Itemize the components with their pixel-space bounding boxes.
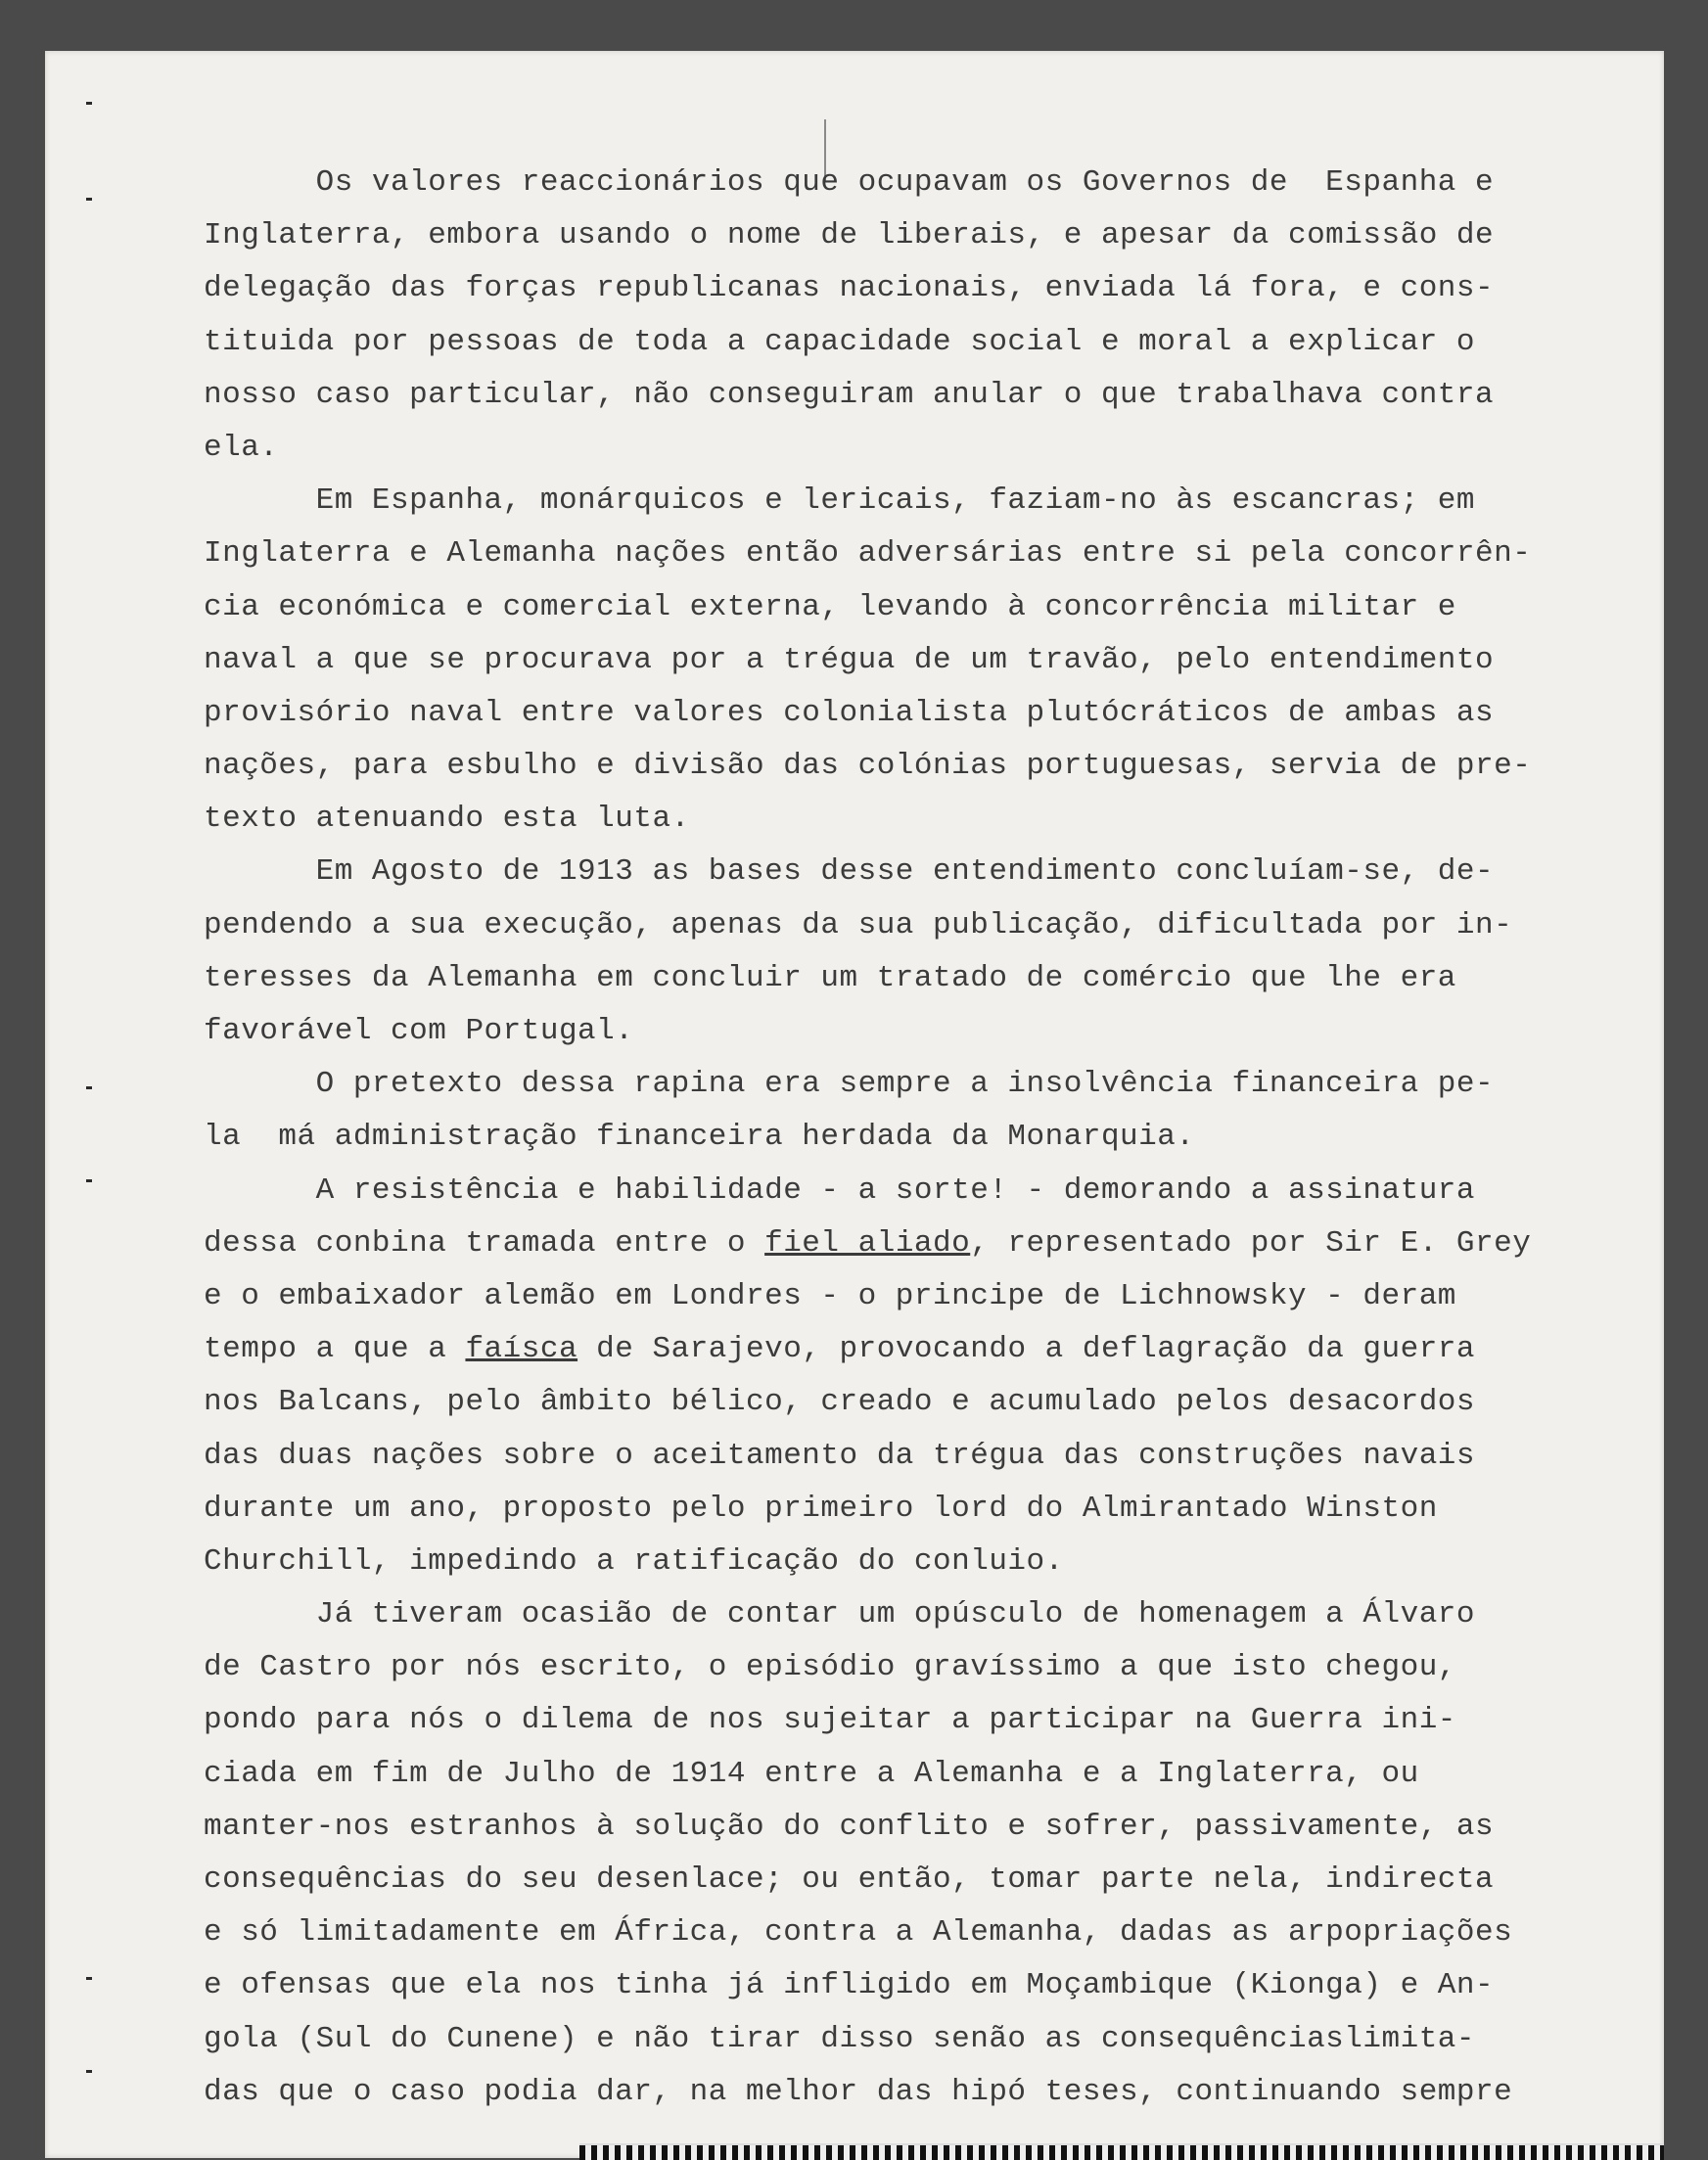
text-line: Em Agosto de 1913 as bases desse entendimento concluíam-se, de- xyxy=(204,854,1495,890)
text-line: consequências do seu desenlace; ou então, tomar parte nela, indirecta xyxy=(204,1862,1495,1897)
text-line: tituida por pessoas de toda a capacidade social e moral a explicar o xyxy=(204,324,1476,359)
text-line: de Castro por nós escrito, o episódio gravíssimo a que isto chegou, xyxy=(204,1650,1456,1685)
binding-mark xyxy=(86,1086,92,1089)
binding-mark xyxy=(86,102,92,105)
text-line: Inglaterra, embora usando o nome de liberais, e apesar da comissão de xyxy=(204,218,1495,253)
text-segment: de Sarajevo, provocando a deflagração da guerra xyxy=(577,1332,1476,1367)
text-line: Em Espanha, monárquicos e lericais, faziam-no às escancras; em xyxy=(204,483,1476,519)
text-line: teresses da Alemanha em concluir um tratado de comércio que lhe era xyxy=(204,960,1456,995)
text-line: A resistência e habilidade - a sorte! - demorando a assinatura xyxy=(204,1172,1476,1208)
text-segment: dessa conbina tramada entre o xyxy=(204,1225,765,1261)
text-line: e o embaixador alemão em Londres - o principe de Lichnowsky - deram xyxy=(204,1278,1456,1313)
text-line: delegação das forças republicanas nacionais, enviada lá fora, e cons- xyxy=(204,271,1495,306)
text-line: manter-nos estranhos à solução do conflito e sofrer, passivamente, as xyxy=(204,1809,1495,1844)
text-line: pendendo a sua execução, apenas da sua publicação, dificultada por in- xyxy=(204,907,1513,942)
text-line: ela. xyxy=(204,430,279,465)
text-line: O pretexto dessa rapina era sempre a insolvência financeira pe- xyxy=(204,1067,1495,1102)
binding-mark xyxy=(86,198,92,201)
text-line: ciada em fim de Julho de 1914 entre a Alemanha e a Inglaterra, ou xyxy=(204,1756,1419,1791)
text-line: Inglaterra e Alemanha nações então adversárias entre si pela concorrên- xyxy=(204,536,1532,572)
scale-ruler xyxy=(579,2143,1664,2160)
text-line: nosso caso particular, não conseguiram anular o que trabalhava contra xyxy=(204,377,1495,412)
text-line: e ofensas que ela nos tinha já infligido em Moçambique (Kionga) e An- xyxy=(204,1968,1495,2003)
text-line: Já tiveram ocasião de contar um opúsculo de homenagem a Álvaro xyxy=(204,1597,1476,1632)
text-line: provisório naval entre valores colonialista plutócráticos de ambas as xyxy=(204,695,1495,730)
text-line: naval a que se procurava por a trégua de um travão, pelo entendimento xyxy=(204,642,1495,677)
text-line: e só limitadamente em África, contra a Alemanha, dadas as arpopriações xyxy=(204,1915,1513,1951)
text-line: Os valores reaccionários que ocupavam os Governos de Espanha e xyxy=(204,165,1495,200)
text-line: la má administração financeira herdada da Monarquia. xyxy=(204,1120,1195,1155)
text-segment: tempo a que a xyxy=(204,1332,466,1367)
text-line: das duas nações sobre o aceitamento da trégua das construções navais xyxy=(204,1438,1476,1473)
text-line: favorável com Portugal. xyxy=(204,1014,634,1048)
text-line: durante um ano, proposto pelo primeiro lord do Almirantado Winston xyxy=(204,1491,1438,1526)
binding-mark xyxy=(86,2070,92,2073)
text-line: gola (Sul do Cunene) e não tirar disso senão as consequênciaslimita- xyxy=(204,2021,1476,2056)
text-line: nos Balcans, pelo âmbito bélico, creado e acumulado pelos desacordos xyxy=(204,1385,1476,1420)
binding-mark xyxy=(86,1977,92,1980)
text-line: pondo para nós o dilema de nos sujeitar a participar na Guerra ini- xyxy=(204,1703,1456,1738)
text-segment: , representado por Sir E. Grey xyxy=(970,1225,1532,1261)
text-line-with-underline xyxy=(204,1218,1593,1270)
text-line: Churchill, impedindo a ratificação do conluio. xyxy=(204,1543,1064,1579)
binding-mark xyxy=(86,1179,92,1182)
text-line: cia económica e comercial externa, levando à concorrência militar e xyxy=(204,589,1456,624)
text-line-with-underline xyxy=(204,1323,1593,1376)
text-line: texto atenuando esta luta. xyxy=(204,802,690,837)
text-line: das que o caso podia dar, na melhor das hipó teses, continuando sempre xyxy=(204,2074,1513,2109)
underlined-phrase: faísca xyxy=(465,1332,578,1367)
text-line: nações, para esbulho e divisão das colónias portuguesas, servia de pre- xyxy=(204,749,1532,784)
underlined-phrase: fiel aliado xyxy=(764,1225,971,1261)
typed-text-body xyxy=(204,157,1593,2119)
